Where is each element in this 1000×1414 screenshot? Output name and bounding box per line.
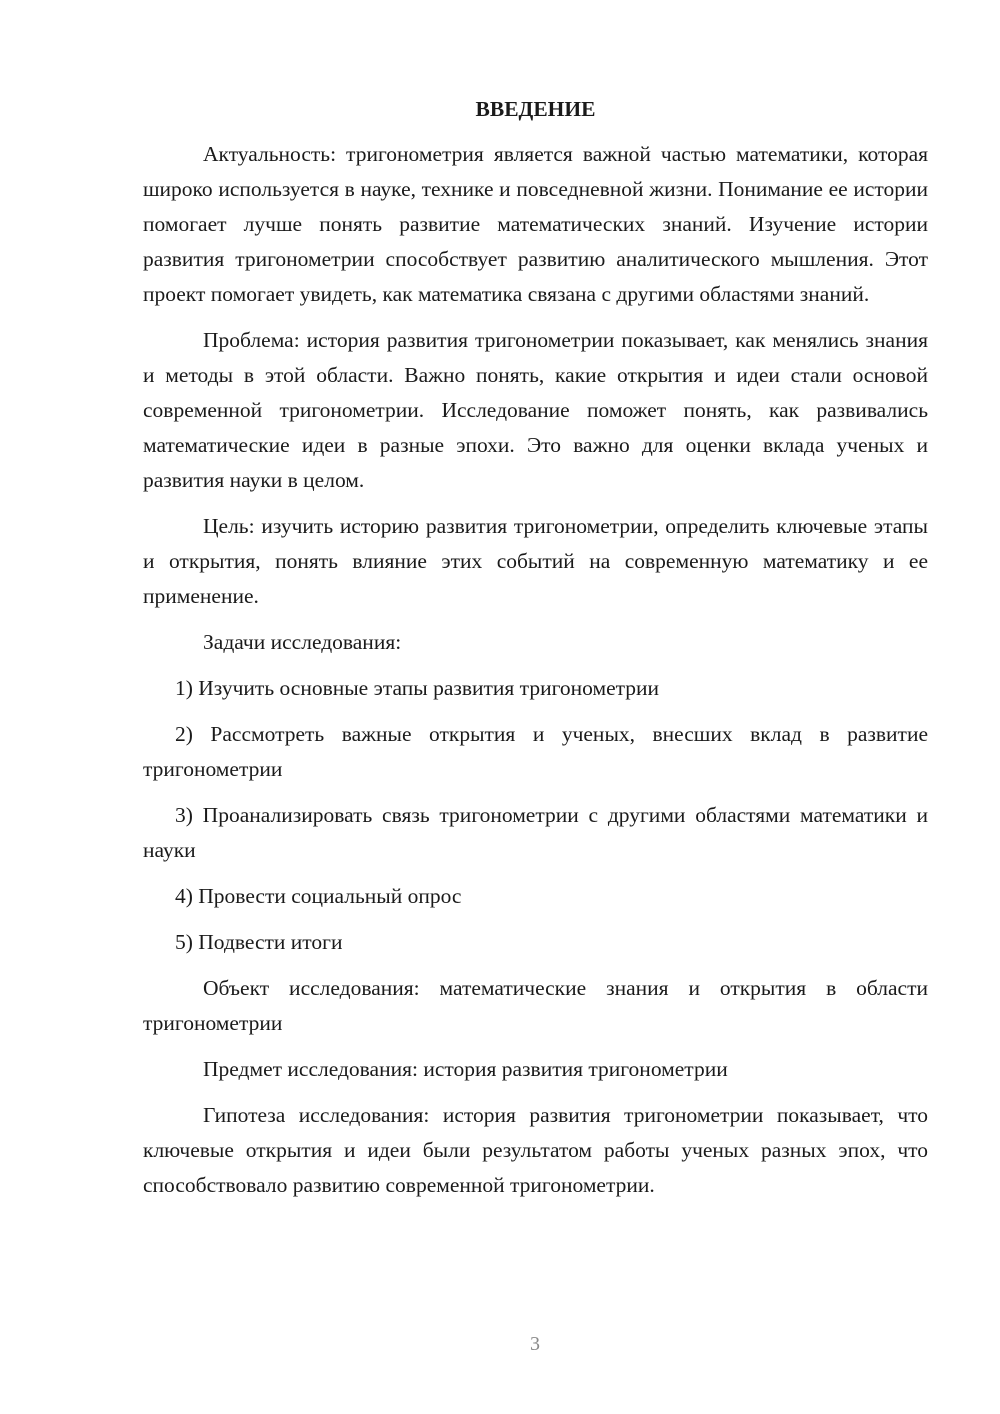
goal-paragraph: Цель: изучить историю развития тригонометрии, определить ключевые этапы и открытия, понять влияние этих событий на современную математику и ее применение. [143, 514, 928, 608]
relevance-paragraph: Актуальность: тригонометрия является важной частью математики, которая широко используется в науке, технике и повседневной жизни. Понимание ее истории помогает лучше понять развитие математических знаний. Изучение истории развития тригонометрии способствует развитию аналитического мышления. Этот проект помогает увидеть, как математика связана с другими областями знаний. [143, 142, 928, 306]
task-item-4: 4) Провести социальный опрос [175, 884, 462, 908]
task-item-5: 5) Подвести итоги [175, 930, 343, 954]
document-page [143, 92, 928, 1214]
hypothesis-paragraph: Гипотеза исследования: история развития тригонометрии показывает, что ключевые открытия и идеи были результатом работы ученых разных эпох, что способствовало развитию современной тригонометрии. [143, 1103, 928, 1197]
problem-paragraph: Проблема: история развития тригонометрии показывает, как менялись знания и методы в этой области. Важно понять, какие открытия и идеи стали основой современной тригонометрии. Исследование поможет понять, как развивались математические идеи в разные эпохи. Это важно для оценки вклада ученых и развития науки в целом. [143, 328, 928, 492]
section-title: ВВЕДЕНИЕ [475, 97, 596, 121]
task-item-1: 1) Изучить основные этапы развития тригонометрии [175, 676, 660, 700]
subject-paragraph: Предмет исследования: история развития тригонометрии [203, 1057, 728, 1081]
task-item-2: 2) Рассмотреть важные открытия и ученых, внесших вклад в развитие тригонометрии [143, 722, 928, 781]
tasks-heading: Задачи исследования: [203, 630, 402, 654]
page-number: 3 [530, 1333, 540, 1355]
task-item-3: 3) Проанализировать связь тригонометрии с другими областями математики и науки [143, 803, 928, 862]
object-paragraph: Объект исследования: математические знания и открытия в области тригонометрии [143, 976, 928, 1035]
